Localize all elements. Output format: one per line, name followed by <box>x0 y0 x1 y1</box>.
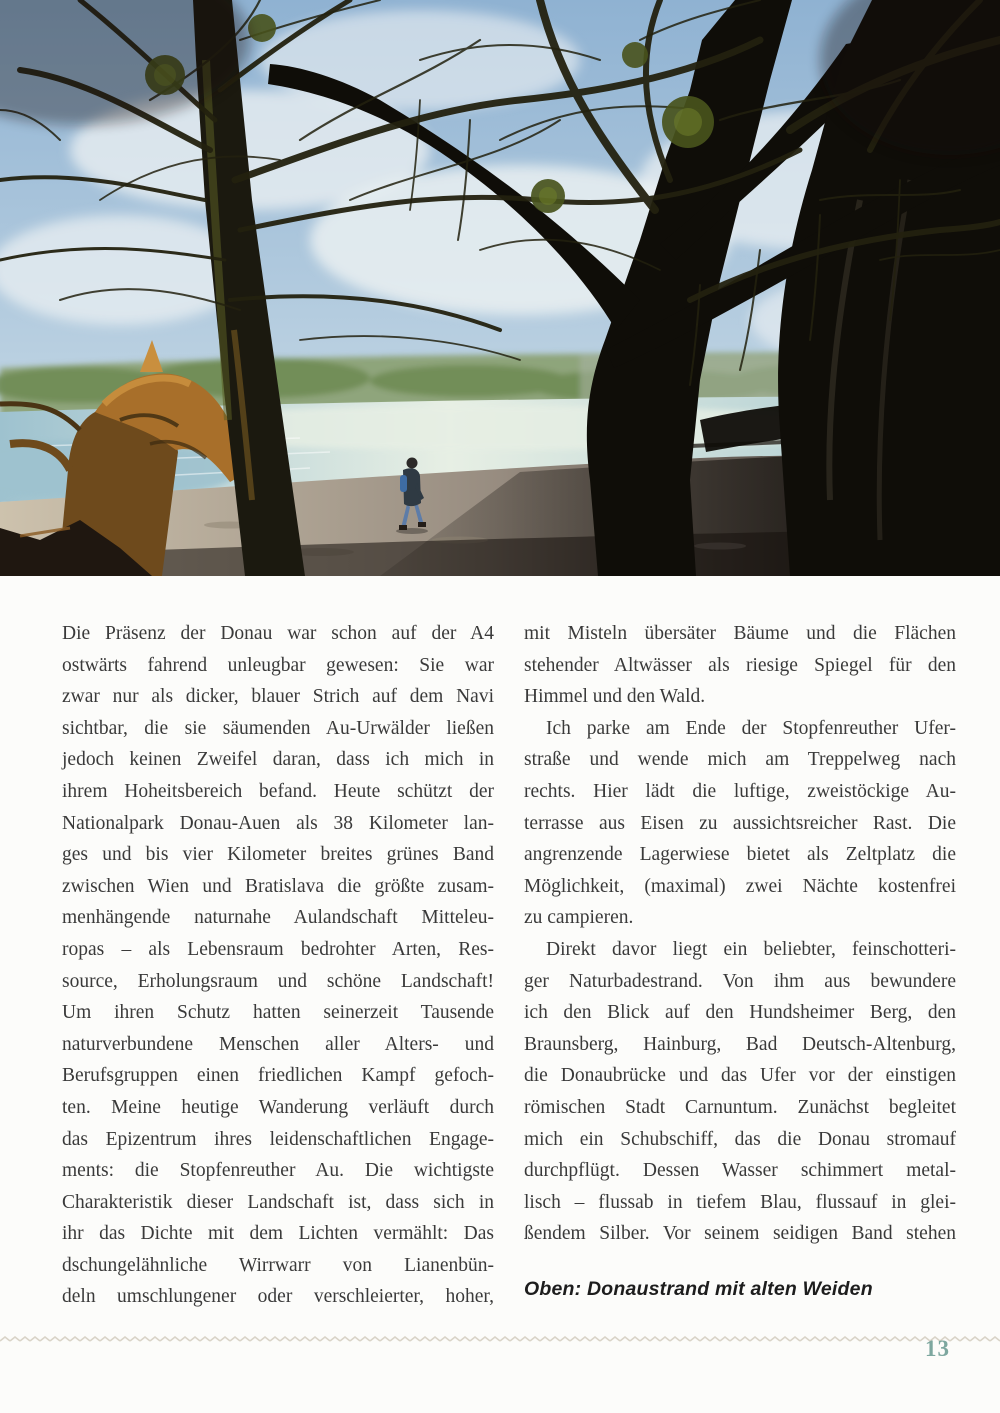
photo-image <box>0 0 1000 576</box>
article-column-left <box>62 618 494 1313</box>
text-line: zwar nur als dicker, blauer Strich auf dem Navi <box>62 686 494 708</box>
text-line: lisch – flussab in tiefem Blau, flussauf in glei- <box>524 1191 956 1213</box>
text-line: Um ihren Schutz hatten seinerzeit Tausende <box>62 1002 494 1024</box>
text-line: zwischen Wien und Bratislava die größte zusam- <box>62 875 494 897</box>
text-line: ropas – als Lebensraum bedrohter Arten, Res- <box>62 938 494 960</box>
text-line: ments: die Stopfenreuther Au. Die wichtigste <box>62 1160 494 1182</box>
text-line: Direkt davor liegt ein beliebter, feinschotteri- <box>546 938 956 960</box>
photo-illustration <box>0 0 1000 576</box>
wavy-divider-graphic <box>0 1334 1000 1344</box>
text-line: ihrem Hoheitsbereich befand. Heute schützt der <box>62 780 494 802</box>
text-line: menhängende naturnahe Aulandschaft Mitteleu- <box>62 907 494 929</box>
text-line: die Donaubrücke und das Ufer vor der einstigen <box>524 1065 956 1087</box>
text-line: angrenzende Lagerwiese bietet als Zeltplatz die <box>524 844 956 866</box>
text-line: durchpflügt. Dessen Wasser schimmert metal- <box>524 1160 956 1182</box>
text-line: dschungelähnliche Wirrwarr von Lianenbün- <box>62 1254 494 1276</box>
text-line: mit Misteln übersäter Bäume und die Flächen <box>524 623 956 644</box>
text-line: ßendem Silber. Vor seinem seidigen Band stehen <box>524 1223 956 1245</box>
text-line: das Epizentrum ihres leidenschaftlichen Engage- <box>62 1128 494 1150</box>
text-line: Berufsgruppen einen friedlichen Kampf gefoch- <box>62 1065 494 1087</box>
text-line: jedoch keinen Zweifel daran, dass ich mich in <box>62 749 494 771</box>
wavy-divider <box>0 1331 1000 1341</box>
text-line: ten. Meine heutige Wanderung verläuft durch <box>62 1096 494 1118</box>
text-line: Möglichkeit, (maximal) zwei Nächte kostenfrei <box>524 875 956 897</box>
photo-caption: Oben: Donaustrand mit alten Weiden <box>524 1278 873 1300</box>
text-line: terrasse aus Eisen zu aussichtsreicher Rast. Die <box>524 812 956 834</box>
page-number: 13 <box>925 1336 950 1361</box>
text-line: Charakteristik dieser Landschaft ist, dass sich in <box>62 1191 494 1213</box>
text-line: mich ein Schubschiff, das die Donau stromauf <box>524 1128 956 1150</box>
text-line: ges und bis vier Kilometer breites grünes Band <box>62 844 494 866</box>
text-line: sichtbar, die sie säumenden Au-Urwälder ließen <box>62 717 494 739</box>
text-line: Himmel und den Wald. <box>524 686 706 708</box>
text-line: straße und wende mich am Treppelweg nach <box>524 749 956 771</box>
text-line: Braunsberg, Hainburg, Bad Deutsch-Altenburg, <box>524 1033 956 1055</box>
article-column-right <box>524 618 956 1250</box>
text-line: naturverbundene Menschen aller Alters- und <box>62 1033 494 1055</box>
text-line: Ich parke am Ende der Stopfenreuther Ufer- <box>546 717 956 739</box>
text-line: zu campieren. <box>524 907 634 929</box>
text-line: source, Erholungsraum und schöne Landschaft! <box>62 970 494 992</box>
text-line: ich den Blick auf den Hundsheimer Berg, den <box>524 1002 956 1024</box>
text-line: deln umschlungener oder verschleierter, hoher, <box>62 1286 494 1308</box>
text-line: ger Naturbadestrand. Von ihm aus bewundere <box>524 970 956 992</box>
text-line: Nationalpark Donau-Auen als 38 Kilometer lan- <box>62 812 494 834</box>
text-line: rechts. Hier lädt die luftige, zweistöckige Au- <box>524 780 956 802</box>
text-line: ihr das Dichte mit dem Lichten vermählt: Das <box>62 1223 494 1245</box>
text-line: Die Präsenz der Donau war schon auf der A4 <box>62 623 494 644</box>
text-line: ostwärts fahrend unleugbar gewesen: Sie war <box>62 654 494 676</box>
text-line: römischen Stadt Carnuntum. Zunächst begleitet <box>524 1096 956 1118</box>
text-line: stehender Altwässer als riesige Spiegel für den <box>524 654 956 676</box>
